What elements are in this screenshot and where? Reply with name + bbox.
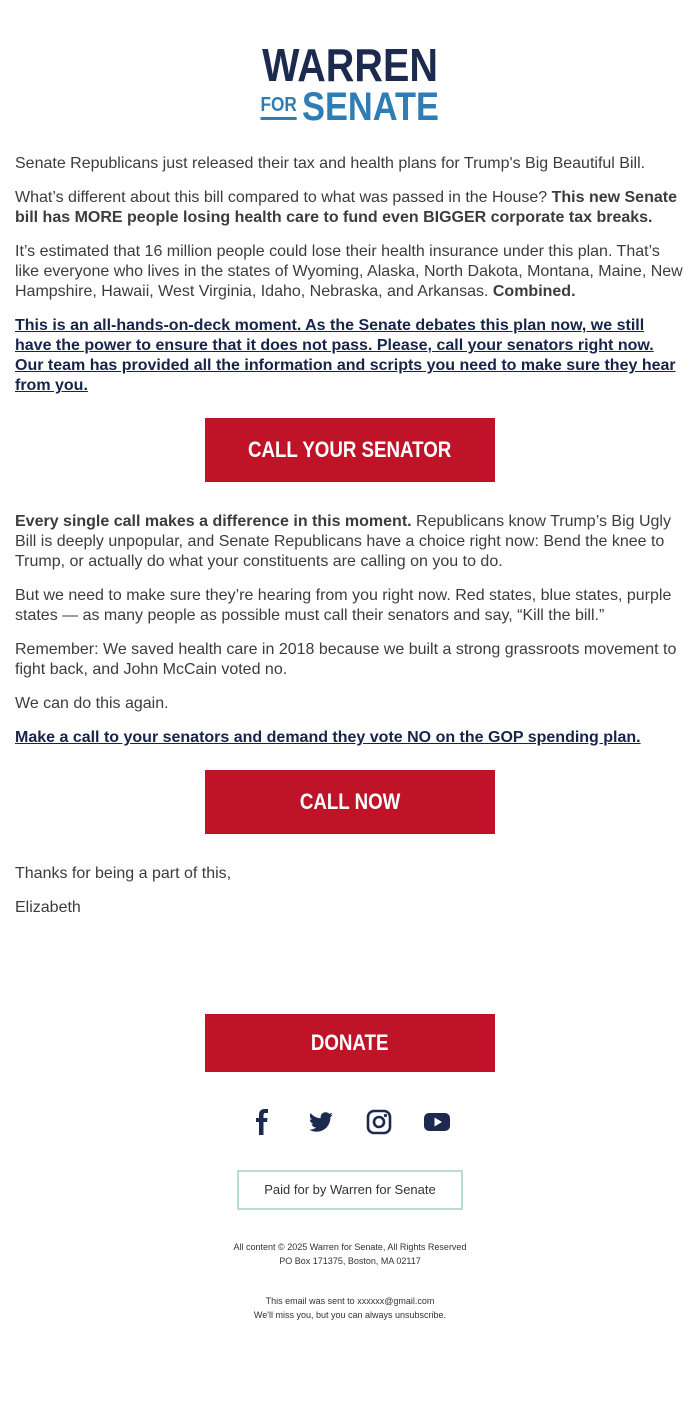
- twitter-icon[interactable]: [307, 1108, 335, 1136]
- signature: Elizabeth: [15, 899, 81, 916]
- paragraph-every-call: [15, 512, 685, 572]
- paragraph-every-call-bold: Every single call makes a difference in this moment.: [15, 513, 412, 530]
- call-your-senator-label: CALL YOUR SENATOR: [248, 437, 452, 462]
- sent-to-text: This email was sent to xxxxxx@gmail.com: [265, 1296, 435, 1306]
- donate-button[interactable]: [205, 1014, 495, 1072]
- paragraph-again: We can do this again.: [15, 695, 169, 712]
- paragraph-every-call-text: Republicans know Trump’s Big Ugly Bill is deeply unpopular, and Senate Republicans have a choice right now: Bend the knee to Trump, or actually do what your constituents are calling on you to do.: [15, 513, 671, 570]
- social-links: [0, 1108, 700, 1136]
- footer-legal: [0, 1240, 700, 1268]
- paragraph-remember: Remember: We saved health care in 2018 because we built a strong grassroots movement to fight back, and John McCain voted no.: [15, 641, 677, 678]
- logo-senate-text: SENATE: [302, 85, 440, 129]
- cta1-row: [15, 418, 685, 482]
- paid-for-box: Paid for by Warren for Senate: [237, 1170, 463, 1210]
- footer-email-info: [0, 1294, 700, 1322]
- donate-label: DONATE: [311, 1030, 389, 1055]
- logo-for-senate: [260, 85, 440, 129]
- instagram-icon[interactable]: [365, 1108, 393, 1136]
- message-content: [0, 154, 700, 918]
- paragraph-estimate: [15, 242, 685, 302]
- make-call-link[interactable]: Make a call to your senators and demand they vote NO on the GOP spending plan.: [15, 729, 641, 746]
- paragraph-make-call-link: [15, 728, 685, 748]
- call-now-label: CALL NOW: [299, 789, 401, 814]
- paragraph-estimate-text: It’s estimated that 16 million people could lose their health insurance under this plan. That’s like everyone who lives in the states of Wyoming, Alaska, North Dakota, Montana, Maine, New Hampshire, Hawaii, West Virginia, Idaho, Nebraska, and Arkansas.: [15, 243, 683, 300]
- paragraph-hearing: But we need to make sure they’re hearing from you right now. Red states, blue states, purple states — as many people as possible must call their senators and say, “Kill the bill.”: [15, 587, 672, 624]
- unsubscribe-text[interactable]: We'll miss you, but you can always unsubscribe.: [253, 1310, 447, 1320]
- copyright-text: All content © 2025 Warren for Senate, All Rights Reserved: [233, 1242, 467, 1252]
- logo-for-text: FOR: [261, 94, 297, 120]
- paragraph-call-link: [15, 316, 685, 396]
- paragraph-difference-text: What’s different about this bill compared to what was passed in the House?: [15, 189, 552, 206]
- paragraph-estimate-bold: Combined.: [492, 283, 576, 300]
- address-text: PO Box 171375, Boston, MA 02117: [279, 1256, 421, 1266]
- paragraph-difference: [15, 188, 685, 228]
- call-now-button[interactable]: [205, 770, 495, 834]
- signoff: Thanks for being a part of this,: [15, 865, 232, 882]
- cta2-row: [15, 770, 685, 834]
- donate-row: [0, 1014, 700, 1072]
- logo-warren-text: WARREN: [262, 39, 438, 91]
- paragraph-intro: Senate Republicans just released their tax and health plans for Trump's Big Beautiful Bill.: [15, 155, 646, 172]
- campaign-logo: [0, 0, 700, 132]
- facebook-icon[interactable]: [249, 1108, 277, 1136]
- call-senators-link[interactable]: This is an all-hands-on-deck moment. As the Senate debates this plan now, we still have the power to ensure that it does not pass. Please, call your senators right now. Our team has provided all the information and scripts you need to make sure they hear from you.: [15, 317, 676, 394]
- paragraph-difference-bold: This new Senate bill has MORE people losing health care to fund even BIGGER corporate tax breaks.: [15, 189, 677, 226]
- call-your-senator-button[interactable]: [205, 418, 495, 482]
- youtube-icon[interactable]: [423, 1108, 451, 1136]
